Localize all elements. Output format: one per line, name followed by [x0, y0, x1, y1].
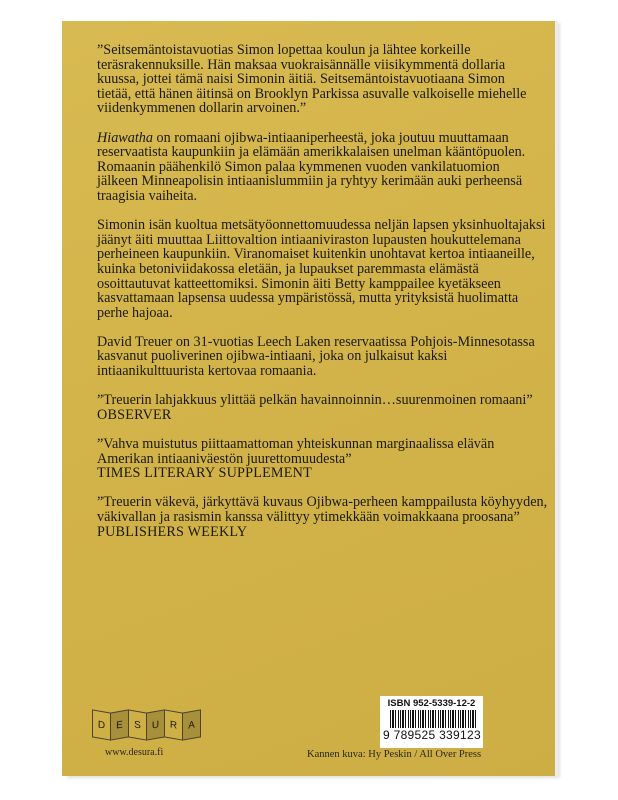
quote-source: OBSERVER: [97, 406, 172, 423]
barcode-digits: 9 789525 339123: [383, 728, 481, 742]
text-line: perhe hajoaa.: [97, 304, 173, 321]
text-fragment: on romaani ojibwa-intiaaniperheestä, joka joutuu muuttamaan: [152, 129, 509, 146]
logo-letter: U: [146, 709, 165, 740]
logo-letter: A: [182, 709, 201, 740]
quote-source: PUBLISHERS WEEKLY: [97, 523, 248, 540]
text-line: ”Seitsemäntoistavuotias Simon lopettaa koulun ja lähtee korkeille: [97, 42, 471, 58]
logo-letter: R: [164, 709, 183, 740]
text-line: [97, 131, 547, 146]
text-line: perheineen kaupunkiin. Viranomaiset kuitenkin unohtavat kertoa intiaaneille,: [97, 246, 535, 263]
book-title: Hiawatha: [97, 129, 153, 146]
review-quote: [97, 437, 547, 481]
quote-line: Amerikan intiaaniväestön juurettomuudesta”: [97, 450, 352, 467]
barcode-digits-wrap: [380, 728, 483, 742]
author-bio: [97, 335, 547, 379]
text-line: teräsrakennuksille. Hän maksaa vuokraisännälle viisikymmentä dollaria: [97, 56, 506, 73]
publisher-url: www.desura.fi: [105, 747, 164, 758]
logo-letter: D: [92, 709, 111, 740]
text-line: David Treuer on 31-vuotias Leech Laken reservaatissa Pohjois-Minnesotassa: [97, 333, 535, 350]
isbn-label: ISBN 952-5339-12-2: [387, 698, 476, 709]
paragraph-3: [97, 218, 547, 320]
logo-letter: E: [110, 709, 129, 740]
logo-letter: S: [128, 709, 147, 740]
paragraph-2: [97, 131, 547, 204]
text-line: tietää, että hänen äitinsä on Brooklyn Parkissa asuvalle valkoiselle miehelle: [97, 85, 527, 102]
text-line: reservaatista kaupunkiin ja elämään amerikkalaisen unelman kääntöpuolen.: [97, 144, 526, 161]
text-line: viidenkymmenen dollarin arvoinen.”: [97, 100, 307, 117]
review-quote: [97, 495, 547, 539]
text-line: kuussa, jottei tämä naisi Simonin äitiä. Seitsemäntoistavuotiaana Simon: [97, 71, 505, 88]
book-back-cover: [62, 21, 555, 776]
quote-line: ”Vahva muistutus piittaamattoman yhteiskunnan marginaalissa elävän: [97, 436, 495, 453]
blurb-text: [97, 43, 547, 554]
cover-photo-credit: Kannen kuva: Hy Peskin / All Over Press: [307, 749, 482, 760]
review-quote: [97, 393, 547, 422]
isbn-barcode: [380, 696, 483, 748]
paragraph-1: [97, 43, 547, 116]
quote-line: väkivallan ja rasismin kanssa välittyy ytimekkään voimakkaana proosana”: [97, 509, 520, 525]
quote-source: TIMES LITERARY SUPPLEMENT: [97, 465, 312, 482]
text-line: Romaanin päähenkilö Simon palaa kymmenen vuoden vankilatuomion: [97, 158, 500, 175]
text-line: jälkeen Minneapolisin intiaanislummiin ja ryhtyy kerimään auki perheensä: [97, 173, 523, 190]
text-line: osoittautuvat katteettomiksi. Simonin äiti Betty kamppailee kyetäkseen: [97, 275, 501, 292]
text-line: kuinka betoniviidakossa eletään, ja lupaukset paremmasta elämästä: [97, 260, 479, 277]
text-line: Simonin isän kuoltua metsätyöonnettomuudessa neljän lapsen yksinhuoltajaksi: [97, 217, 546, 234]
text-line: intiaanikulttuurista kertovaa romaania.: [97, 363, 317, 380]
text-line: kasvanut puoliverinen ojibwa-intiaani, joka on julkaisut kaksi: [97, 348, 448, 365]
desura-logo-panels: [93, 711, 201, 739]
text-line: traagisia vaiheita.: [97, 187, 198, 204]
text-line: kasvattamaan lapsensa uudessa ympäristössä, mutta yrityksistä huolimatta: [97, 290, 519, 307]
quote-line: ”Treuerin väkevä, järkyttävä kuvaus Ojibwa-perheen kamppailusta köyhyyden,: [97, 494, 548, 511]
quote-line: ”Treuerin lahjakkuus ylittää pelkän havainnoinnin…suurenmoinen romaani”: [97, 392, 533, 409]
publisher-logo: [93, 711, 201, 758]
text-line: jäänyt äiti muuttaa Liittovaltion intiaaniviraston lupausten houkuttelemana: [97, 231, 521, 248]
